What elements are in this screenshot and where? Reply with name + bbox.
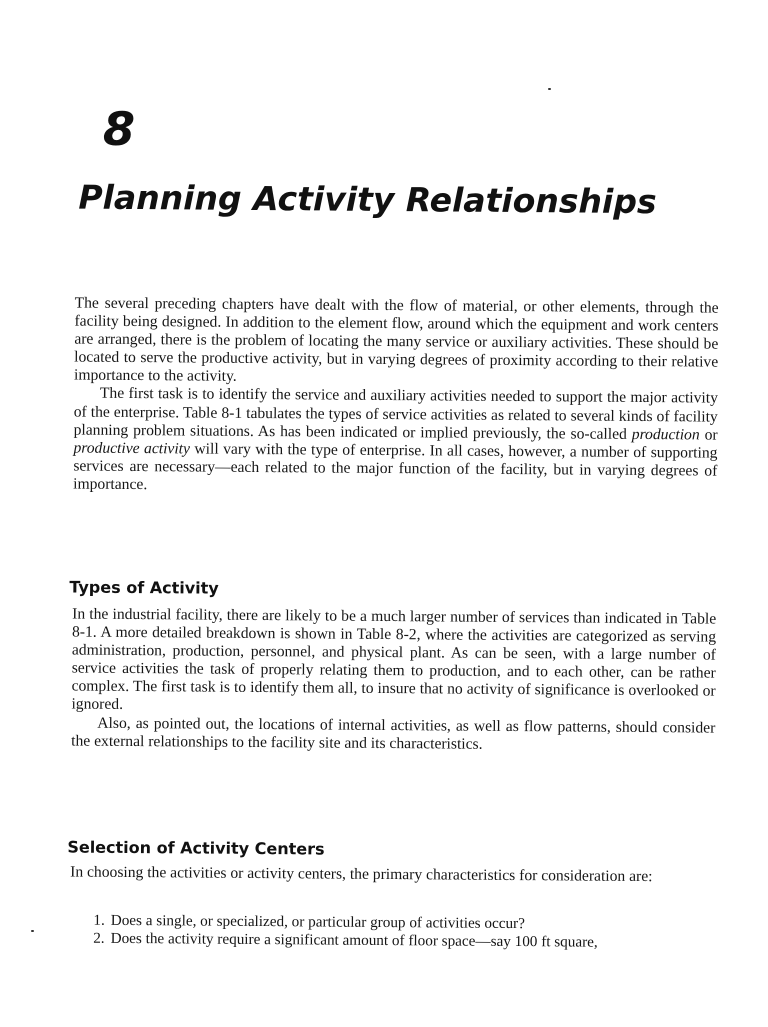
list-item-number: 2. bbox=[93, 929, 105, 947]
selection-text bbox=[70, 864, 714, 887]
intro-text bbox=[73, 295, 719, 499]
chapter-number: 8 bbox=[102, 101, 136, 157]
list-item-text: Does a single, or specialized, or particular group of activities occur? bbox=[110, 911, 525, 933]
criteria-list bbox=[81, 912, 701, 953]
intro-paragraph-2 bbox=[73, 385, 718, 499]
types-text bbox=[71, 606, 716, 756]
emphasis-production: production bbox=[631, 425, 700, 444]
list-item-text: Does the activity require a significant amount of floor space—say 100 ft square, bbox=[110, 929, 598, 951]
scan-speck bbox=[548, 88, 551, 90]
types-paragraph-1: In the industrial facility, there are likely to be a much larger number of services than indicated in Table 8-1. A more detailed breakdown is shown in Table 8-2, where the activities are categorized as serving administration, production, personnel, and physical plant. As can be seen, with a large number of service activities the task of properly relating them to production, and to each other, can be rather complex. The first task is to identify them all, to insure that no activity of significance is overlooked or ignored. bbox=[71, 605, 717, 714]
scan-speck bbox=[31, 930, 34, 932]
emphasis-productive-activity: productive activity bbox=[73, 439, 191, 458]
intro-paragraph-2-part-a: The first task is to identify the service and auxiliary activities needed to support the major activity of the enterprise. Table 8-1 tabulates the types of service activities as related to several kinds of facility planning problem situations. As has been indicated or implied previously, the so-called bbox=[73, 385, 718, 443]
list-item bbox=[81, 930, 701, 953]
list-item-number: 1. bbox=[93, 911, 105, 929]
selection-paragraph-1: In choosing the activities or activity centers, the primary characteristics for consideration are: bbox=[70, 863, 653, 886]
types-paragraph-2: Also, as pointed out, the locations of internal activities, as well as flow patterns, should consider the external relationships to the facility site and its characteristics. bbox=[71, 714, 716, 753]
intro-paragraph-2-part-c: will vary with the type of enterprise. In all cases, however, a number of supporting services are necessary—each related to the major function of the facility, but in varying degrees of importance. bbox=[73, 440, 718, 494]
chapter-title: Planning Activity Relationships bbox=[78, 177, 657, 222]
section-heading-types-of-activity: Types of Activity bbox=[69, 577, 219, 598]
intro-paragraph-1: The several preceding chapters have dealt with the flow of material, or other elements, through the facility being designed. In addition to the element flow, around which the equipment and work centers are arranged, there is the problem of locating the many service or auxiliary activities. These should be located to serve the productive activity, but in varying degrees of proximity according to their relative importance to the activity. bbox=[73, 294, 719, 386]
section-heading-selection-of-activity-centers: Selection of Activity Centers bbox=[67, 837, 325, 859]
intro-paragraph-2-part-b: or bbox=[699, 426, 718, 444]
